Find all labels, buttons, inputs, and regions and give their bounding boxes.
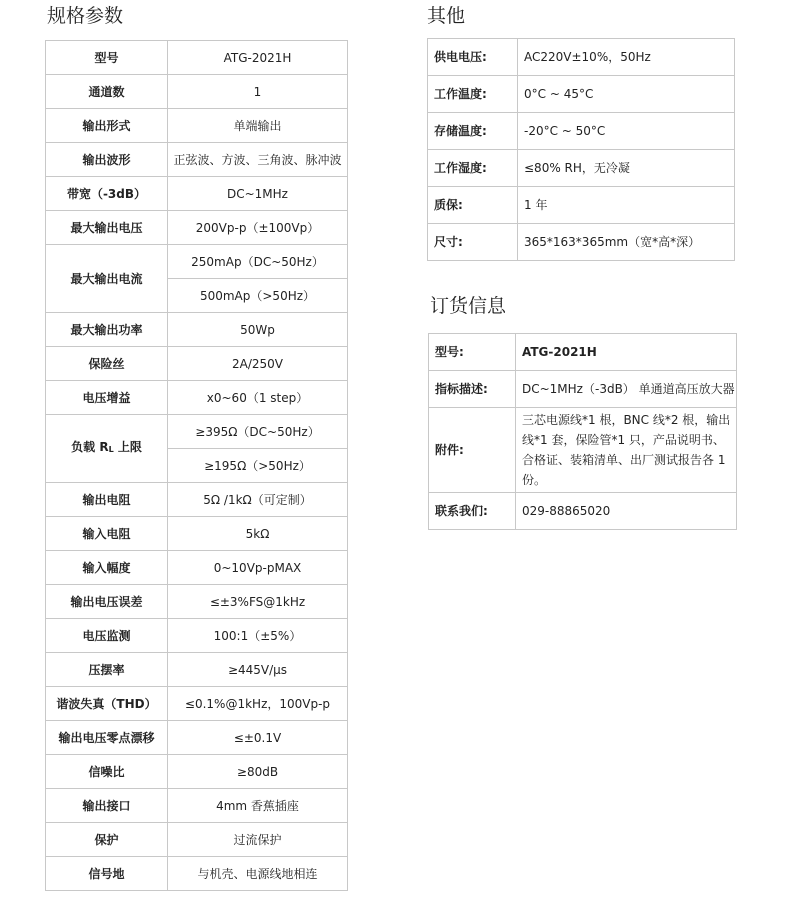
spec-value: x0~60（1 step） xyxy=(168,381,348,415)
table-row xyxy=(46,857,348,891)
table-row xyxy=(46,313,348,347)
spec-value: 与机壳、电源线地相连 xyxy=(168,857,348,891)
table-row xyxy=(46,177,348,211)
order-label: 附件: xyxy=(429,408,516,493)
spec-label: 最大输出电压 xyxy=(46,211,168,245)
table-row xyxy=(46,551,348,585)
table-row xyxy=(46,109,348,143)
other-label: 尺寸: xyxy=(428,224,518,261)
table-row xyxy=(46,687,348,721)
spec-table xyxy=(45,40,348,891)
order-label: 型号: xyxy=(429,334,516,371)
spec-label: 信噪比 xyxy=(46,755,168,789)
table-row xyxy=(46,483,348,517)
other-label: 存储温度: xyxy=(428,113,518,150)
spec-value: 500mAp（>50Hz） xyxy=(168,279,348,313)
table-row xyxy=(46,347,348,381)
order-value: 029-88865020 xyxy=(516,493,737,530)
spec-label: 保险丝 xyxy=(46,347,168,381)
table-row xyxy=(429,493,737,530)
spec-label: 型号 xyxy=(46,41,168,75)
other-value: 0°C ~ 45°C xyxy=(518,76,735,113)
spec-value: ≥80dB xyxy=(168,755,348,789)
table-row xyxy=(46,415,348,449)
spec-label: 信号地 xyxy=(46,857,168,891)
other-value: AC220V±10%，50Hz xyxy=(518,39,735,76)
order-value: DC~1MHz（-3dB） 单通道高压放大器 xyxy=(516,371,737,408)
spec-label: 最大输出功率 xyxy=(46,313,168,347)
spec-label: 带宽（-3dB） xyxy=(46,177,168,211)
spec-label: 压摆率 xyxy=(46,653,168,687)
spec-label: 通道数 xyxy=(46,75,168,109)
spec-label: 最大输出电流 xyxy=(46,245,168,313)
order-label: 联系我们: xyxy=(429,493,516,530)
order-label: 指标描述: xyxy=(429,371,516,408)
spec-value: 50Wp xyxy=(168,313,348,347)
other-label: 供电电压: xyxy=(428,39,518,76)
spec-value: 0~10Vp-pMAX xyxy=(168,551,348,585)
other-label: 工作温度: xyxy=(428,76,518,113)
spec-value: 100:1（±5%） xyxy=(168,619,348,653)
spec-label: 输出接口 xyxy=(46,789,168,823)
table-row xyxy=(46,143,348,177)
table-row xyxy=(46,823,348,857)
other-label: 质保: xyxy=(428,187,518,224)
spec-value: ≥395Ω（DC~50Hz） xyxy=(168,415,348,449)
table-row xyxy=(46,211,348,245)
table-row xyxy=(46,619,348,653)
spec-value: 2A/250V xyxy=(168,347,348,381)
other-title: 其他 xyxy=(427,5,466,27)
spec-value: 正弦波、方波、三角波、脉冲波 xyxy=(168,143,348,177)
table-row xyxy=(46,585,348,619)
spec-label-pre: 负载 R xyxy=(71,440,109,454)
spec-value: ATG-2021H xyxy=(168,41,348,75)
table-row xyxy=(428,224,735,261)
spec-label xyxy=(46,415,168,483)
spec-title: 规格参数 xyxy=(47,5,124,27)
spec-label-sub: L xyxy=(108,445,114,454)
spec-value: 单端输出 xyxy=(168,109,348,143)
spec-label-post: 上限 xyxy=(113,440,142,454)
table-row xyxy=(46,517,348,551)
order-value: 三芯电源线*1 根，BNC 线*2 根，输出线*1 套，保险管*1 只，产品说明书、合格证、装箱清单、出厂测试报告各 1 份。 xyxy=(516,408,737,493)
spec-label: 谐波失真（THD） xyxy=(46,687,168,721)
other-table xyxy=(427,38,735,261)
spec-label: 输出电压零点漂移 xyxy=(46,721,168,755)
spec-label: 输入电阻 xyxy=(46,517,168,551)
spec-label: 输入幅度 xyxy=(46,551,168,585)
table-row xyxy=(428,39,735,76)
table-row xyxy=(46,721,348,755)
spec-value: 250mAp（DC~50Hz） xyxy=(168,245,348,279)
spec-value: ≤±0.1V xyxy=(168,721,348,755)
table-row xyxy=(46,75,348,109)
spec-value: 200Vp-p（±100Vp） xyxy=(168,211,348,245)
table-row xyxy=(428,76,735,113)
table-row xyxy=(429,371,737,408)
table-row xyxy=(46,755,348,789)
spec-label: 输出电阻 xyxy=(46,483,168,517)
spec-value: 过流保护 xyxy=(168,823,348,857)
spec-value: ≤±3%FS@1kHz xyxy=(168,585,348,619)
spec-value: ≤0.1%@1kHz，100Vp-p xyxy=(168,687,348,721)
table-row xyxy=(46,245,348,279)
order-table xyxy=(428,333,737,530)
table-row xyxy=(428,113,735,150)
table-row xyxy=(428,150,735,187)
spec-value: 1 xyxy=(168,75,348,109)
order-title: 订货信息 xyxy=(430,295,507,317)
table-row xyxy=(46,381,348,415)
spec-label: 输出形式 xyxy=(46,109,168,143)
table-row xyxy=(429,408,737,493)
other-value: ≤80% RH，无冷凝 xyxy=(518,150,735,187)
spec-value: ≥195Ω（>50Hz） xyxy=(168,449,348,483)
table-row xyxy=(46,653,348,687)
other-label: 工作湿度: xyxy=(428,150,518,187)
spec-value: ≥445V/μs xyxy=(168,653,348,687)
spec-label: 电压增益 xyxy=(46,381,168,415)
order-value: ATG-2021H xyxy=(516,334,737,371)
other-value: 365*163*365mm（宽*高*深） xyxy=(518,224,735,261)
table-row xyxy=(428,187,735,224)
spec-label: 电压监测 xyxy=(46,619,168,653)
spec-value: DC~1MHz xyxy=(168,177,348,211)
spec-value: 5Ω /1kΩ（可定制） xyxy=(168,483,348,517)
spec-label: 保护 xyxy=(46,823,168,857)
spec-label: 输出波形 xyxy=(46,143,168,177)
table-row xyxy=(429,334,737,371)
spec-value: 5kΩ xyxy=(168,517,348,551)
other-value: -20°C ~ 50°C xyxy=(518,113,735,150)
table-row xyxy=(46,789,348,823)
table-row xyxy=(46,41,348,75)
other-value: 1 年 xyxy=(518,187,735,224)
spec-label: 输出电压误差 xyxy=(46,585,168,619)
spec-value: 4mm 香蕉插座 xyxy=(168,789,348,823)
